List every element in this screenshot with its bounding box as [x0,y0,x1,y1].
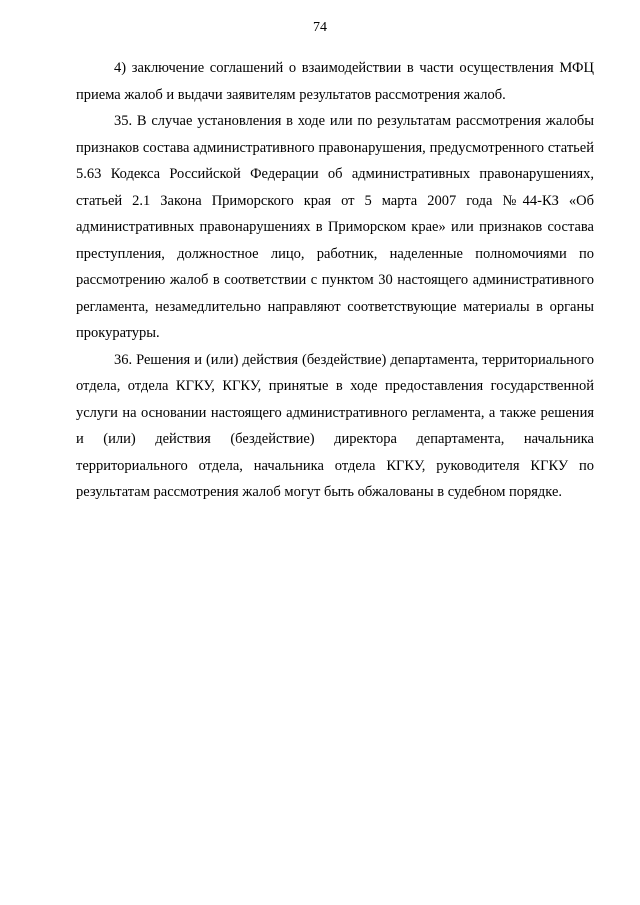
paragraph-35: 35. В случае установления в ходе или по результатам рассмотрения жалобы признаков состава административного правонарушения, предусмотренного статьей 5.63 Кодекса Российской Федерации об административных правонарушениях, статьей 2.1 Закона Приморского края от 5 марта 2007 года №44-КЗ «Об административных правонарушениях в Приморском крае» или признаков состава преступления, должностное лицо, работник, наделенные полномочиями по рассмотрению жалоб в соответствии с пунктом 30 настоящего административного регламента, незамедлительно направляют соответствующие материалы в органы прокуратуры. [76,113,594,341]
paragraph-36: 36. Решения и (или) действия (бездействие) департамента, территориального отдела, отдела КГКУ, КГКУ, принятые в ходе предоставления государственной услуги на основании настоящего административного регламента, а также решения и (или) действия (бездействие) директора департамента, начальника территориального отдела, начальника отдела КГКУ, руководителя КГКУ по результатам рассмотрения жалоб могут быть обжалованы в судебном порядке. [76,351,594,500]
document-body [76,55,594,506]
page-number: 74 [313,20,327,35]
paragraph-item-4: 4) заключение соглашений о взаимодействии в части осуществления МФЦ приема жалоб и выдачи заявителям результатов рассмотрения жалоб. [76,60,594,103]
